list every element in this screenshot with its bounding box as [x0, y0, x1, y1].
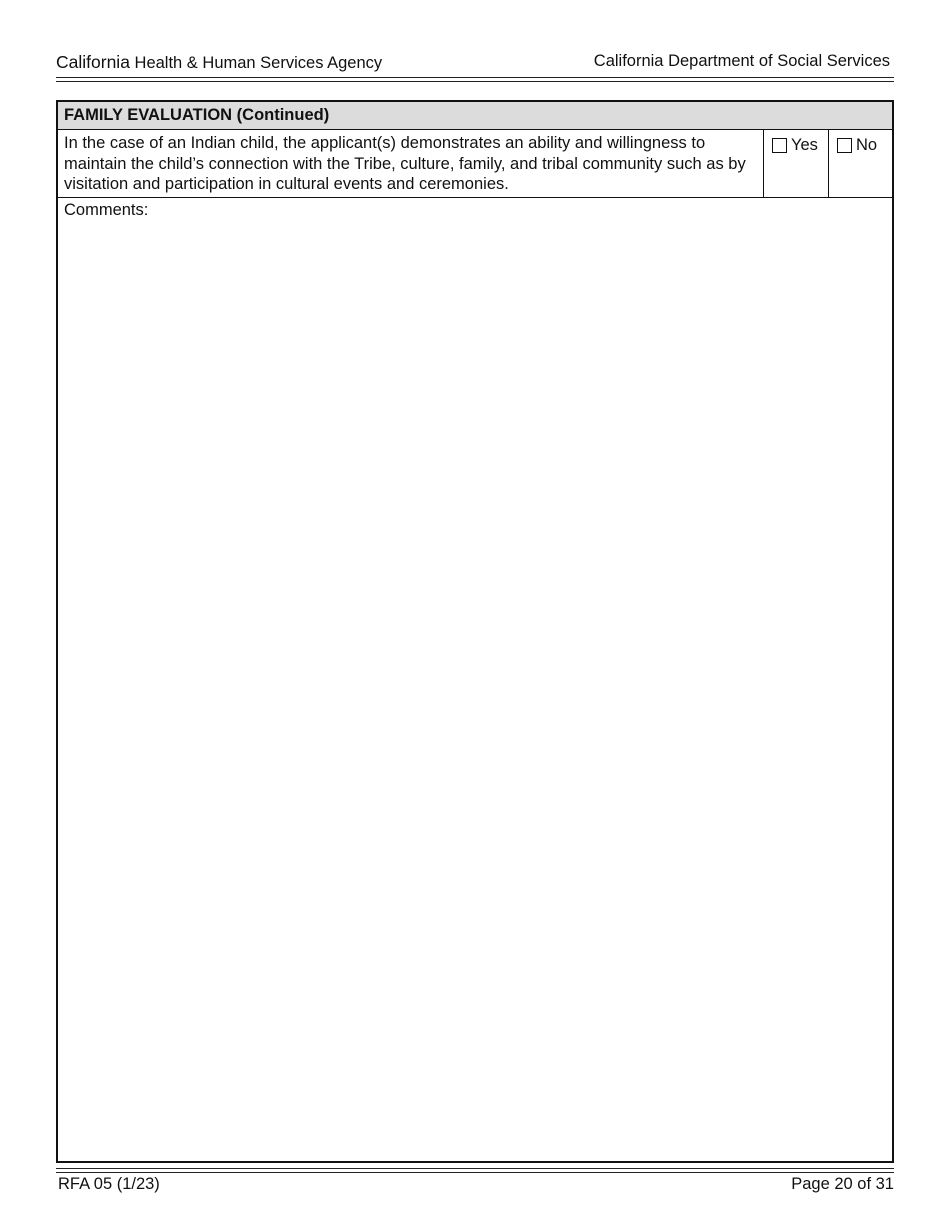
comments-section [58, 198, 892, 1161]
page-footer [56, 1175, 894, 1199]
comments-label: Comments: [64, 201, 149, 219]
page-number: Page 20 of 31 [791, 1175, 894, 1193]
no-cell [828, 130, 893, 197]
section-title: FAMILY EVALUATION (Continued) [64, 106, 330, 124]
header-divider [56, 77, 894, 82]
yes-label: Yes [791, 136, 818, 154]
footer-divider [56, 1168, 894, 1173]
no-label: No [856, 136, 878, 154]
family-evaluation-form [56, 100, 894, 1163]
question-row [58, 130, 892, 198]
yes-option[interactable] [772, 136, 818, 155]
agency-name-rest: Health & Human Services Agency [134, 54, 383, 72]
agency-name-first: California [56, 52, 130, 72]
agency-name [56, 52, 382, 73]
yes-checkbox[interactable] [772, 138, 787, 153]
question-text: In the case of an Indian child, the applicant(s) demonstrates an ability and willingness to maintain the child’s connection with the Tribe, culture, family, and tribal community such as by visitation and participation in cultural events and ceremonies. [64, 134, 746, 193]
page-header [56, 52, 894, 76]
section-header [58, 102, 892, 130]
no-option[interactable] [837, 136, 877, 155]
form-id: RFA 05 (1/23) [58, 1175, 160, 1193]
comments-field[interactable] [58, 222, 892, 1159]
no-checkbox[interactable] [837, 138, 852, 153]
yes-cell [763, 130, 828, 197]
department-name: California Department of Social Services [593, 52, 890, 70]
